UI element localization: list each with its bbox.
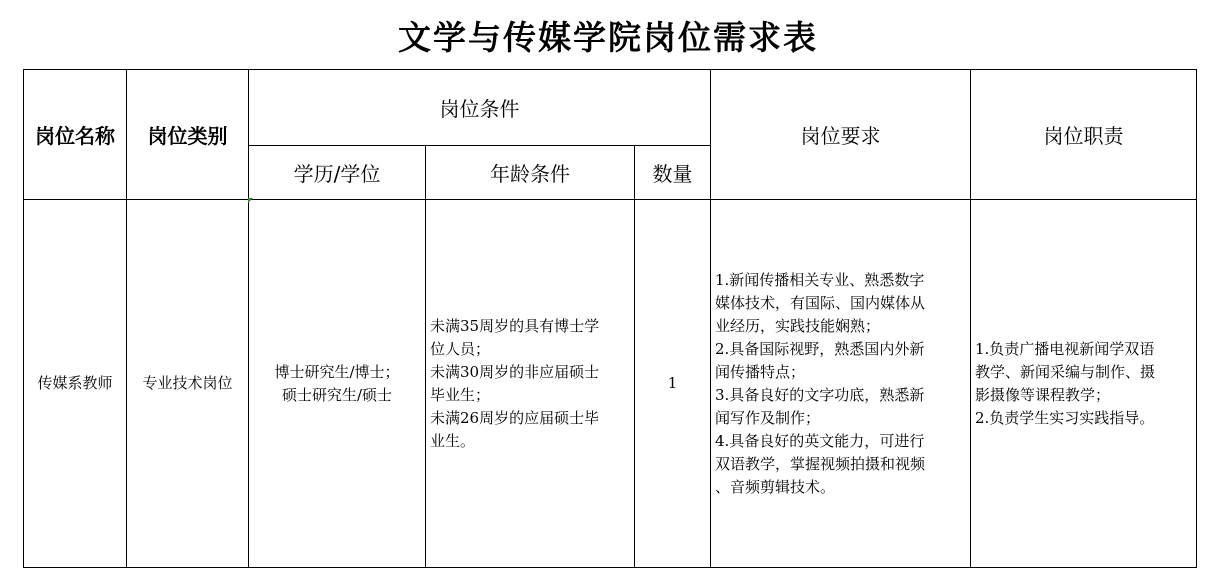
cell-age — [426, 200, 635, 568]
cell-requirements — [711, 200, 971, 568]
header-requirements: 岗位要求 — [711, 70, 971, 200]
requirement-line: 4.具备良好的英文能力，可进行 — [715, 431, 925, 450]
requirement-line: 、音频剪辑技术。 — [715, 477, 836, 496]
age-line: 业生。 — [430, 431, 476, 450]
cell-duties — [971, 200, 1197, 568]
duty-line: 教学、新闻采编与制作、摄 — [975, 362, 1156, 381]
requirement-line: 1.新闻传播相关专业、熟悉数字 — [715, 270, 925, 289]
age-line: 未满35周岁的具有博士学 — [430, 316, 600, 335]
header-quantity: 数量 — [635, 146, 711, 200]
cell-comment-marker — [248, 198, 253, 203]
table-row — [24, 200, 1197, 568]
cell-position-type: 专业技术岗位 — [127, 200, 249, 568]
cell-education — [249, 200, 426, 568]
requirement-line: 2.具备国际视野，熟悉国内外新 — [715, 339, 925, 358]
header-age: 年龄条件 — [426, 146, 635, 200]
requirement-line: 业经历，实践技能娴熟； — [715, 316, 881, 335]
requirement-line: 双语教学，掌握视频拍摄和视频 — [715, 454, 926, 473]
requirement-line: 媒体技术，有国际、国内媒体从 — [715, 293, 926, 312]
duty-line: 1.负责广播电视新闻学双语 — [975, 339, 1155, 358]
education-line: 硕士研究生/硕士 — [281, 385, 393, 404]
requirement-line: 闻写作及制作； — [715, 408, 821, 427]
header-education: 学历/学位 — [249, 146, 426, 200]
header-duties: 岗位职责 — [971, 70, 1197, 200]
age-line: 未满30周岁的非应届硕士 — [430, 362, 600, 381]
position-demand-table — [23, 69, 1197, 568]
age-line: 毕业生； — [430, 385, 491, 404]
header-row-1 — [24, 70, 1197, 146]
education-line: 博士研究生/博士； — [274, 362, 400, 381]
header-conditions-group: 岗位条件 — [249, 70, 711, 146]
header-position-name: 岗位名称 — [24, 70, 127, 200]
requirement-line: 3.具备良好的文字功底，熟悉新 — [715, 385, 925, 404]
age-line: 位人员； — [430, 339, 491, 358]
requirement-line: 闻传播特点； — [715, 362, 806, 381]
age-line: 未满26周岁的应届硕士毕 — [430, 408, 600, 427]
cell-position-name: 传媒系教师 — [24, 200, 127, 568]
header-position-type: 岗位类别 — [127, 70, 249, 200]
duty-line: 2.负责学生实习实践指导。 — [975, 408, 1155, 427]
page-title: 文学与传媒学院岗位需求表 — [398, 18, 818, 57]
cell-quantity: 1 — [635, 200, 711, 568]
duty-line: 影摄像等课程教学； — [975, 385, 1111, 404]
